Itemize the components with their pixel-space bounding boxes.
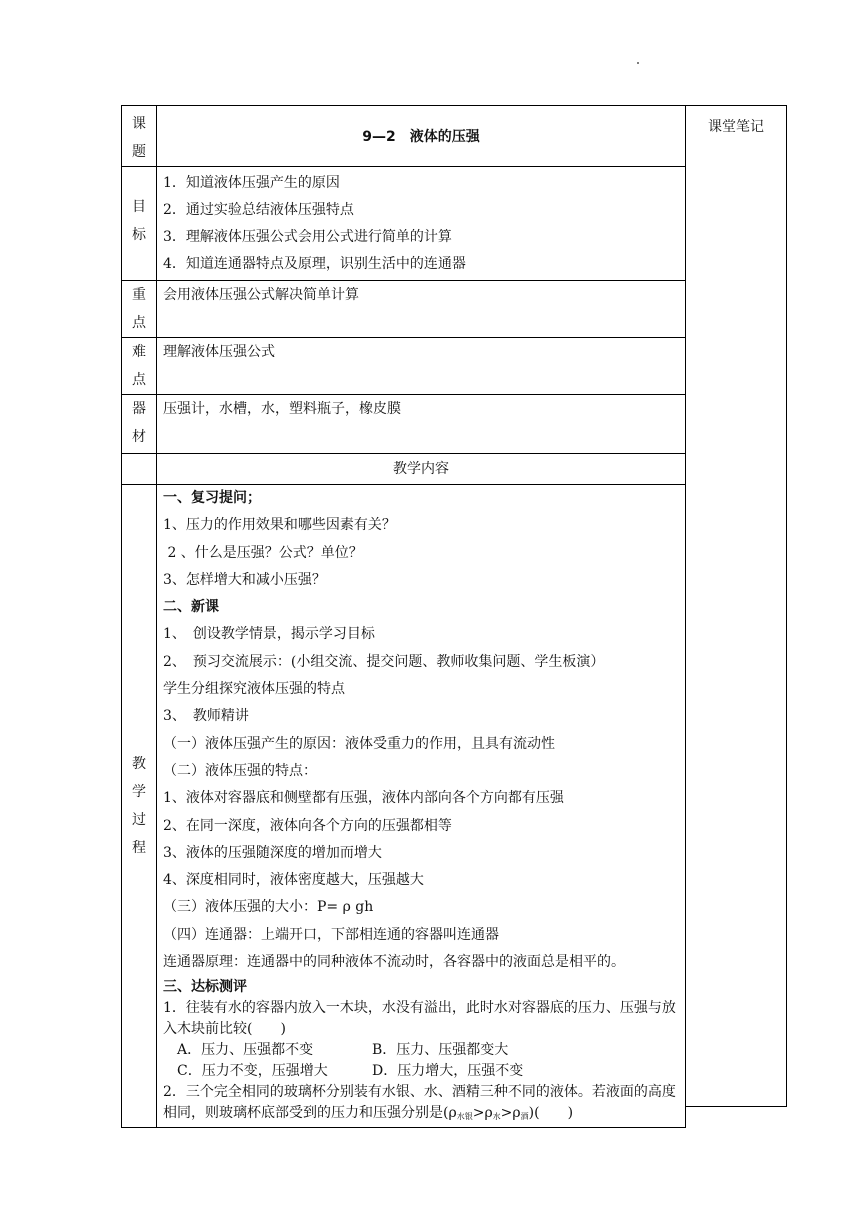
content-header-row: [122, 454, 686, 485]
option-c: C．压力不变，压强增大: [177, 1063, 328, 1080]
goals-row: [122, 167, 686, 281]
process-line: 1、 创设教学情景，揭示学习目标: [163, 626, 375, 643]
goal-item: 2．通过实验总结液体压强特点: [163, 202, 354, 218]
label-char: 学: [132, 784, 146, 801]
question-2: [163, 1082, 679, 1127]
lesson-plan-table: [121, 105, 686, 1128]
label-char: 教: [132, 756, 146, 773]
difficulty-row: [122, 338, 686, 395]
notes-column: [686, 105, 787, 1107]
section-heading: 三、达标测评: [163, 979, 247, 996]
label-char: 难: [132, 344, 146, 360]
equipment-row: [122, 395, 686, 454]
equipment-label: [122, 395, 157, 454]
process-line: （四）连通器：上端开口，下部相连通的容器叫连通器: [163, 926, 499, 943]
key-point-label: [122, 281, 157, 338]
question-2-blank: )( ): [528, 1105, 574, 1122]
section-heading: 二、新课: [163, 599, 219, 616]
rho-symbol: ρ: [512, 1105, 521, 1122]
process-line: 3、 教师精讲: [163, 708, 249, 725]
lesson-title: 9—2 液体的压强: [157, 106, 686, 167]
process-line: 1、液体对容器底和侧壁都有压强，液体内部向各个方向都有压强: [163, 790, 564, 807]
label-char: 过: [132, 812, 146, 829]
goal-item: 4．知道连通器特点及原理，识别生活中的连通器: [163, 256, 466, 272]
content-header: 教学内容: [157, 454, 686, 485]
label-char: 程: [132, 840, 146, 857]
equipment-text: 压强计，水槽，水，塑料瓶子，橡皮膜: [157, 395, 686, 454]
label-char: 目: [132, 199, 146, 215]
topic-row: [122, 106, 686, 167]
topic-label: [122, 106, 157, 167]
rho-symbol: ρ: [484, 1105, 493, 1122]
difficulty-label: [122, 338, 157, 395]
key-point-text: 会用液体压强公式解决简单计算: [157, 281, 686, 338]
label-char: 标: [132, 227, 146, 243]
content-header-empty: [122, 454, 157, 485]
process-row: [122, 485, 686, 1128]
option-a: A．压力、压强都不变: [177, 1042, 314, 1059]
process-line: （三）液体压强的大小：P= ρ gh: [163, 899, 374, 916]
rho-symbol: ρ: [448, 1105, 457, 1122]
process-label: [122, 485, 157, 1128]
difficulty-text: 理解液体压强公式: [157, 338, 686, 395]
process-content: [157, 485, 686, 1128]
notes-label: 课堂笔记: [708, 119, 764, 135]
label-char: 器: [132, 401, 146, 417]
goal-item: 1．知道液体压强产生的原因: [163, 175, 340, 191]
process-line: 2、 预习交流展示：(小组交流、提交问题、教师收集问题、学生板演）: [163, 653, 605, 670]
label-char: 重: [132, 287, 146, 303]
process-line: 3、液体的压强随深度的增加而增大: [163, 844, 382, 861]
goals-list: [157, 167, 686, 281]
option-d: D．压力增大，压强不变: [372, 1063, 524, 1080]
process-line: 3、怎样增大和减小压强？: [163, 571, 326, 588]
question-2-text: 2．三个完全相同的玻璃杯分别装有水银、水、酒精三种不同的液体。若液面的高度相同，则玻璃杯底部受到的压力和压强分别是(: [163, 1084, 676, 1122]
label-char: 点: [132, 315, 146, 331]
label-char: 课: [132, 116, 146, 132]
process-line: （一）液体压强产生的原因：液体受重力的作用，且具有流动性: [163, 735, 555, 752]
process-line: 4、深度相同时，液体密度越大，压强越大: [163, 872, 424, 889]
gt-symbol: >: [500, 1105, 513, 1122]
gt-symbol: >: [472, 1105, 485, 1122]
label-char: 题: [132, 144, 146, 160]
question-1: 1．往装有水的容器内放入一木块，水没有溢出，此时水对容器底的压力、压强与放入木块前比较( ): [163, 1000, 676, 1038]
process-line: 2 、什么是压强？公式？单位？: [163, 544, 363, 561]
label-char: 材: [132, 429, 146, 445]
question-1-options-row-1: [163, 1040, 679, 1061]
label-char: 点: [132, 372, 146, 388]
goal-item: 3．理解液体压强公式会用公式进行简单的计算: [163, 229, 452, 245]
rho-subscript: 酒: [520, 1112, 529, 1122]
process-line: （二）液体压强的特点：: [163, 762, 317, 779]
process-line: 1、压力的作用效果和哪些因素有关？: [163, 517, 396, 534]
key-point-row: [122, 281, 686, 338]
question-1-options-row-2: [163, 1061, 679, 1082]
section-heading: 一、复习提问；: [163, 490, 261, 506]
process-line: 2、在同一深度，液体向各个方向的压强都相等: [163, 817, 452, 834]
rho-subscript: 水银: [456, 1112, 473, 1122]
option-b: B．压力、压强都变大: [372, 1042, 509, 1059]
rho-subscript: 水: [492, 1112, 501, 1122]
page-dot-mark: [637, 62, 639, 64]
process-line: 连通器原理：连通器中的同种液体不流动时，各容器中的液面总是相平的。: [163, 954, 625, 971]
goals-label: [122, 167, 157, 281]
process-line: 学生分组探究液体压强的特点: [163, 681, 345, 698]
